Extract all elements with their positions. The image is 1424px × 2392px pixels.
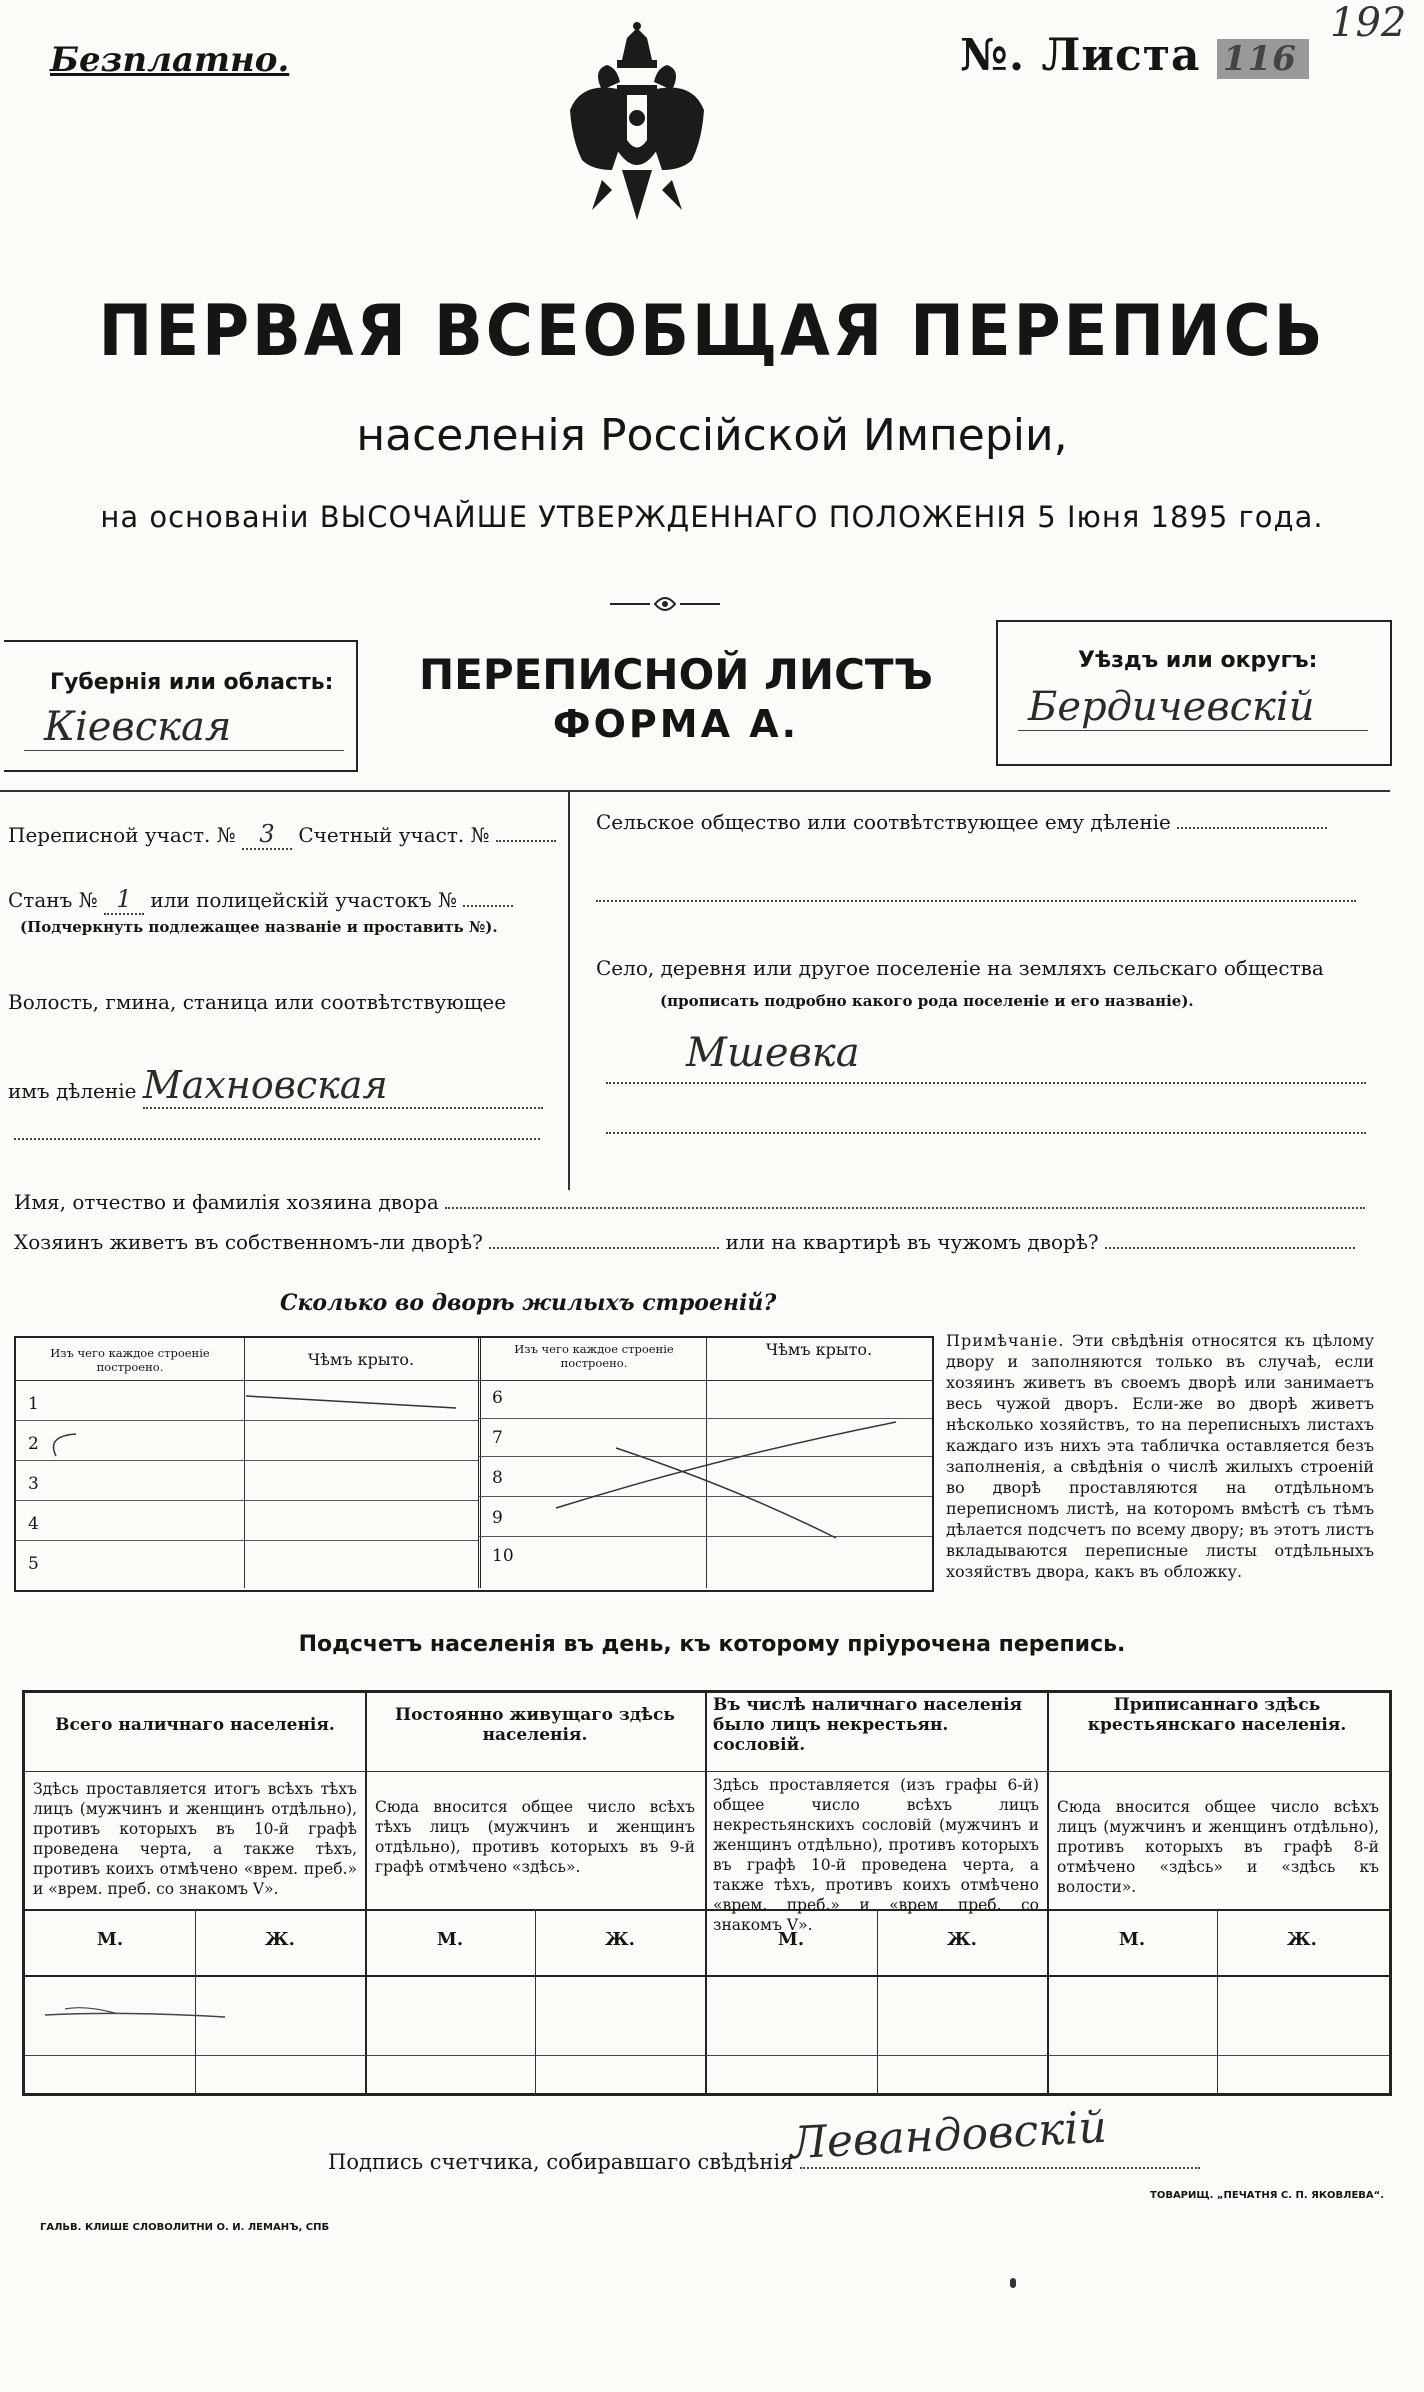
table-note — [946, 1330, 1374, 1582]
volost-field[interactable] — [8, 1063, 543, 1109]
village-label: Село, деревня или другое поселеніе на земляхъ сельскаго общества — [596, 956, 1324, 980]
right-imprint: ТОВАРИЩ. „ПЕЧАТНЯ С. П. ЯКОВЛЕВА“. — [1150, 2190, 1385, 2201]
sheet-title: ПЕРЕПИСНОЙ ЛИСТЪ — [418, 650, 934, 699]
owner-field[interactable] — [14, 1190, 1365, 1214]
sheet-number — [960, 30, 1309, 81]
province-label: Губернія или область: — [50, 670, 334, 695]
form-title: ФОРМА А. — [552, 702, 800, 746]
roof-header-right: Чѣмъ крыто. — [765, 1340, 873, 1359]
row-label: 5 — [28, 1554, 39, 1574]
district-label: Уѣздъ или округъ: — [1078, 648, 1318, 673]
main-title: ПЕРВАЯ ВСЕОБЩАЯ ПЕРЕПИСЬ — [98, 290, 1326, 372]
material-header-right: Изъ чего каждое строеніе построено. — [514, 1342, 674, 1370]
note-head: Примѣчаніе. — [946, 1331, 1065, 1350]
owner-label: Имя, отчество и фамилія хозяина двора — [14, 1190, 439, 1214]
population-title: Подсчетъ населенія въ день, къ которому пріурочена перепись. — [298, 1632, 1126, 1657]
female-header: Ж. — [1287, 1929, 1317, 1950]
col-total-desc: Здѣсь проставляется итогъ всѣхъ тѣхъ лицъ (мужчинъ и женщинъ отдѣльно), противъ которыхъ въ 10-й графѣ проведена черта, а также тѣхъ, противъ коихъ отмѣчено «врем. преб.» и «врем. преб. со знакомъ V». — [33, 1780, 357, 1898]
archive-page-number: 192 — [1330, 0, 1407, 46]
police-label: или полицейскій участокъ № — [150, 888, 458, 912]
count-area-value — [496, 840, 556, 842]
stan-field[interactable] — [8, 885, 513, 915]
male-header: М. — [436, 1929, 464, 1950]
row-label: 6 — [492, 1388, 503, 1408]
underline-instruction: (Подчеркнуть подлежащее названіе и проставить №). — [20, 918, 498, 936]
census-area-field[interactable] — [8, 820, 556, 850]
male-header: М. — [1118, 1929, 1146, 1950]
village-value[interactable]: Мшевка — [686, 1030, 860, 1076]
rented-label: или на квартирѣ въ чужомъ дворѣ? — [725, 1230, 1099, 1254]
col-peasant-head: Приписаннаго здѣсь крестьянскаго населенія. — [1087, 1695, 1347, 1735]
owner-value — [445, 1207, 1365, 1209]
own-yard-value — [489, 1247, 719, 1249]
ornament-divider-icon — [610, 592, 720, 616]
province-value: Кіевская — [44, 704, 232, 750]
roof-header-left: Чѣмъ крыто. — [307, 1350, 415, 1369]
row-label: 9 — [492, 1508, 503, 1528]
census-area-label: Переписной участ. № — [8, 823, 236, 847]
district-value: Бердичевскій — [1028, 684, 1315, 730]
male-header: М. — [96, 1929, 124, 1950]
buildings-question: Сколько во дворѣ жилыхъ строеній? — [280, 1290, 777, 1316]
district-box — [996, 620, 1392, 766]
buildings-table — [14, 1336, 934, 1592]
dash-marks — [25, 1975, 1389, 2055]
census-area-value: 3 — [242, 820, 292, 850]
material-header-left: Изъ чего каждое строеніе построено. — [50, 1346, 210, 1374]
col-nonpeasant-desc: Здѣсь проставляется (изъ графы 6-й) общее число всѣхъ лицъ некрестьянскихъ сословій (мужчинъ и женщинъ отдѣльно), противъ которыхъ въ графѣ 10-й проведена черта, а также тѣхъ, противъ коихъ отмѣчено «врем. преб.» и «врем преб. со знакомъ V». — [713, 1776, 1039, 1934]
count-area-label: Счетный участ. № — [298, 823, 490, 847]
stan-label: Станъ № — [8, 888, 98, 912]
sheet-title-block — [356, 640, 996, 768]
own-yard-field[interactable] — [14, 1230, 1355, 1254]
free-of-charge-label: Безплатно. — [50, 40, 290, 80]
row-label: 4 — [28, 1514, 39, 1534]
ink-spot — [1010, 2278, 1016, 2288]
society-field[interactable] — [596, 810, 1327, 834]
volost-label-1: Волость, гмина, станица или соотвѣтствующее — [8, 990, 507, 1014]
col-total-head: Всего наличнаго населенія. — [55, 1715, 335, 1735]
col-peasant-desc: Сюда вносится общее число всѣхъ лицъ (мужчинъ и женщинъ отдѣльно), противъ которыхъ въ графѣ 8-й отмѣчено «здѣсь» и «здѣсь къ волости». — [1057, 1798, 1379, 1896]
signature-value: Левандовскій — [788, 2101, 1109, 2170]
note-text: Эти свѣдѣнія относятся къ цѣлому двору и заполняются только въ случаѣ, если хозяинъ живетъ въ своемъ дворѣ или занимаетъ весь чужой дворъ. Если-же во дворѣ живетъ нѣсколько хозяйствъ, то на переписныхъ листахъ каждаго изъ нихъ эта табличка оставляется безъ заполненія, а свѣдѣнія о числѣ жилыхъ строеній во дворѣ проставляются на отдѣльномъ переписномъ листѣ, на которомъ вмѣстѣ съ тѣмъ дѣлается подсчетъ по всему двору; въ этотъ листъ вкладываются переписные листы отдѣльныхъ хозяйствъ двора, какъ въ обложку. — [946, 1331, 1374, 1581]
signature-label: Подпись счетчика, собиравшаго свѣдѣнія — [328, 2150, 794, 2174]
left-imprint: ГАЛЬВ. КЛИШЕ СЛОВОЛИТНИ О. И. ЛЕМАНЪ, СПБ — [40, 2222, 330, 2233]
female-header: Ж. — [947, 1929, 977, 1950]
rented-value — [1105, 1247, 1355, 1249]
male-header: М. — [777, 1929, 805, 1950]
col-nonpeasant-head: Въ числѣ наличнаго населенія было лицъ некрестьян. сословій. — [713, 1695, 1023, 1755]
volost-value: Махновская — [143, 1063, 543, 1109]
row-label: 8 — [492, 1468, 503, 1488]
row-label: 3 — [28, 1474, 39, 1494]
own-yard-label: Хозяинъ живетъ въ собственномъ-ли дворѣ? — [14, 1230, 483, 1254]
subtitle: населенія Россійской Имперіи, — [356, 410, 1068, 461]
stan-value: 1 — [104, 885, 144, 915]
emblem — [562, 20, 712, 260]
col-permanent-desc: Сюда вносится общее число всѣхъ тѣхъ лицъ (мужчинъ и женщинъ отдѣльно), противъ которыхъ въ 9-й графѣ отмѣчено «здѣсь». — [375, 1798, 695, 1876]
female-header: Ж. — [605, 1929, 635, 1950]
double-headed-eagle-icon — [562, 20, 712, 260]
row-label: 10 — [492, 1546, 514, 1566]
strike-through-marks — [16, 1338, 932, 1590]
row-label: 2 — [28, 1434, 39, 1454]
society-label: Сельское общество или соотвѣтствующее ему дѣленіе — [596, 810, 1171, 834]
village-note: (прописать подробно какого рода поселеніе и его названіе). — [660, 992, 1194, 1010]
legal-basis: на основаніи ВЫСОЧАЙШЕ УТВЕРЖДЕННАГО ПОЛОЖЕНІЯ 5 Іюня 1895 года. — [100, 500, 1324, 534]
police-value — [463, 905, 513, 907]
col-permanent-head: Постоянно живущаго здѣсь населенія. — [395, 1705, 675, 1745]
row-label: 7 — [492, 1428, 503, 1448]
sheet-number-value: 116 — [1217, 39, 1309, 79]
sheet-number-label: №. Листа — [960, 30, 1201, 81]
society-value — [1177, 827, 1327, 829]
row-label: 1 — [28, 1394, 39, 1414]
population-table — [22, 1690, 1392, 2096]
female-header: Ж. — [265, 1929, 295, 1950]
province-box — [4, 640, 358, 772]
volost-label-2: имъ дѣленіе — [8, 1079, 137, 1103]
